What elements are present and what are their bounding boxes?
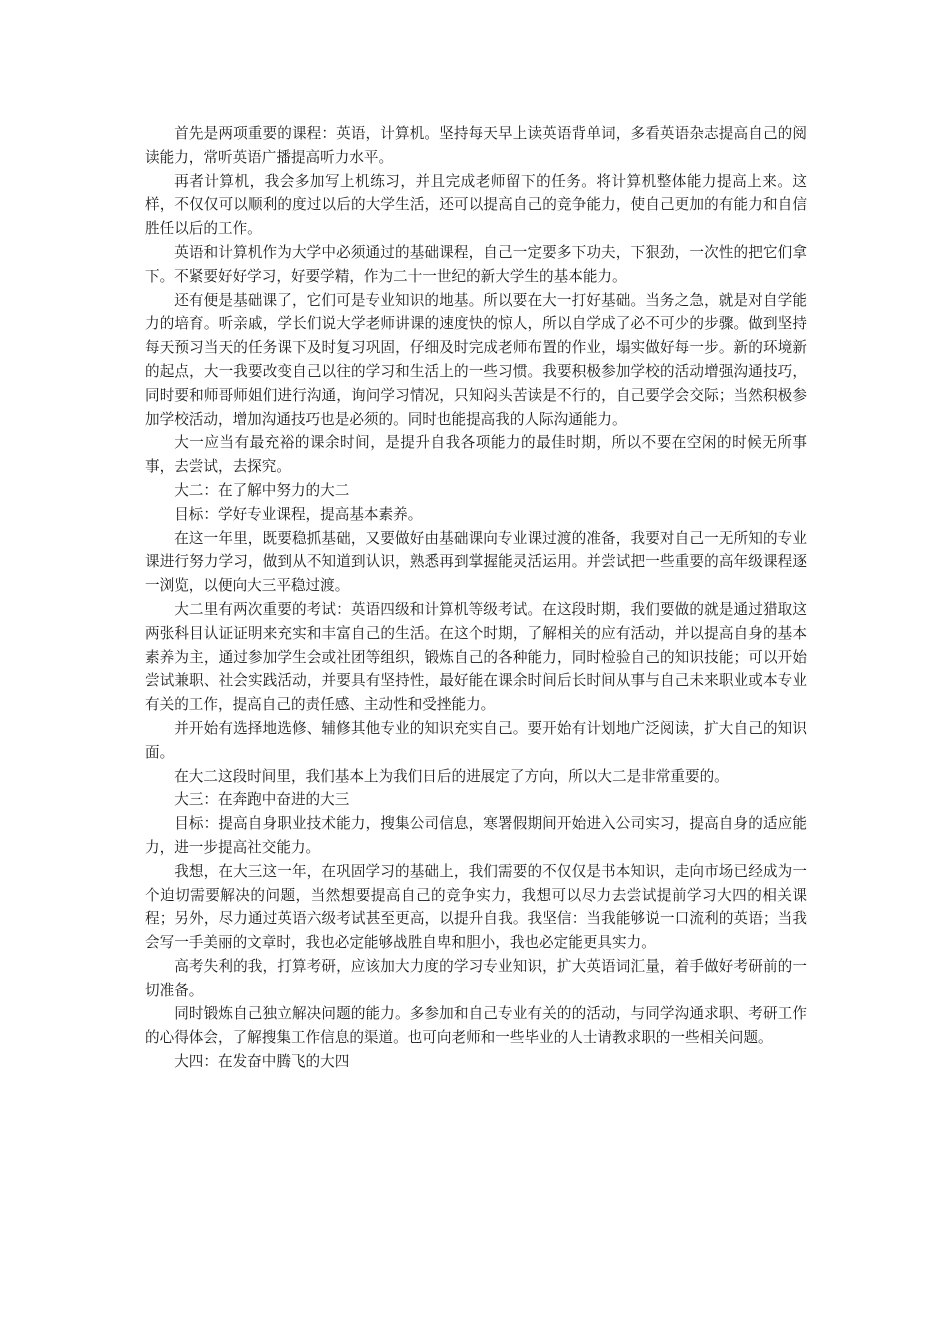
paragraph-freshman-time: 大一应当有最充裕的课余时间，是提升自我各项能力的最佳时期，所以不要在空闲的时候无所事事，去尝试，去探究。 — [145, 434, 807, 476]
paragraph-sophomore-goal: 目标：学好专业课程，提高基本素养。 — [174, 505, 423, 523]
paragraph-foundation-courses: 还有便是基础课了，它们可是专业知识的地基。所以要在大一打好基础。当务之急，就是对自学能力的培育。听亲戚，学长们说大学老师讲课的速度快的惊人，所以自学成了必不可少的步骤。做到坚持每天预习当天的任务课下及时复习巩固，仔细及时完成老师布置的作业，塌实做好每一步。新的环境新的起点，大一我要改变自己以往的学习和生活上的一些习惯。我要积极参加学校的活动增强沟通技巧，同时要和师哥师姐们进行沟通，询问学习情况，只知闷头苦读是不行的，自己要学会交际；当然积极参加学校活动，增加沟通技巧也是必须的。同时也能提高我的人际沟通能力。 — [145, 291, 807, 428]
heading-junior: 大三：在奔跑中奋进的大三 — [174, 791, 350, 809]
paragraph-sophomore-importance: 在大二这段时间里，我们基本上为我们日后的进展定了方向，所以大二是非常重要的。 — [174, 767, 729, 785]
heading-sophomore: 大二：在了解中努力的大二 — [174, 481, 350, 499]
paragraph-sophomore-plan: 在这一年里，既要稳抓基础，又要做好由基础课向专业课过渡的准备，我要对自己一无所知的专业课进行努力学习，做到从不知道到认识，熟悉再到掌握能灵活运用。并尝试把一些重要的高年级课程逐一浏览，以便向大三平稳过渡。 — [145, 529, 807, 595]
paragraph-junior-plan: 我想，在大三这一年，在巩固学习的基础上，我们需要的不仅仅是书本知识，走向市场已经成为一个迫切需要解决的问题，当然想要提高自己的竞争实力，我想可以尽力去尝试提前学习大四的相关课程；另外，尽力通过英语六级考试甚至更高，以提升自我。我坚信：当我能够说一口流利的英语；当我会写一手美丽的文章时，我也必定能够战胜自卑和胆小，我也必定能更具实力。 — [145, 862, 807, 952]
paragraph-graduate-exam: 高考失利的我，打算考研，应该加大力度的学习专业知识，扩大英语词汇量，着手做好考研前的一切准备。 — [145, 957, 807, 999]
paragraph-core-courses: 首先是两项重要的课程：英语，计算机。坚持每天早上读英语背单词，多看英语杂志提高自己的阅读能力，常听英语广播提高听力水平。 — [145, 125, 807, 166]
document-body — [145, 122, 807, 1074]
paragraph-junior-goal: 目标：提高自身职业技术能力，搜集公司信息，寒署假期间开始进入公司实习，提高自身的适应能力，进一步提高社交能力。 — [145, 815, 807, 856]
heading-senior: 大四：在发奋中腾飞的大四 — [174, 1053, 350, 1071]
paragraph-sophomore-exams: 大二里有两次重要的考试：英语四级和计算机等级考试。在这段时期，我们要做的就是通过猎取这两张科目认证证明来充实和丰富自己的生活。在这个时期，了解相关的应有活动，并以提高自身的基本素养为主，通过参加学生会或社团等组织，锻炼自己的各种能力，同时检验自己的知识技能；可以开始尝试兼职、社会实践活动，并要具有坚持性，最好能在课余时间后长时间从事与自己未来职业或本专业有关的工作，提高自己的责任感、主动性和受挫能力。 — [145, 600, 807, 714]
paragraph-electives: 并开始有选择地选修、辅修其他专业的知识充实自己。要开始有计划地广泛阅读，扩大自己的知识面。 — [145, 719, 807, 761]
paragraph-computer: 再者计算机，我会多加写上机练习，并且完成老师留下的任务。将计算机整体能力提高上来。这样，不仅仅可以顺利的度过以后的大学生活，还可以提高自己的竞争能力，使自己更加的有能力和自信胜任以后的工作。 — [145, 172, 807, 238]
paragraph-problem-solving: 同时锻炼自己独立解决问题的能力。多参加和自己专业有关的的活动，与同学沟通求职、考研工作的心得体会，了解搜集工作信息的渠道。也可向老师和一些毕业的人士请教求职的一些相关问题。 — [145, 1005, 807, 1047]
paragraph-english-computer: 英语和计算机作为大学中必须通过的基础课程，自己一定要多下功夫，下狠劲，一次性的把它们拿下。不紧要好好学习，好要学精，作为二十一世纪的新大学生的基本能力。 — [145, 243, 807, 285]
